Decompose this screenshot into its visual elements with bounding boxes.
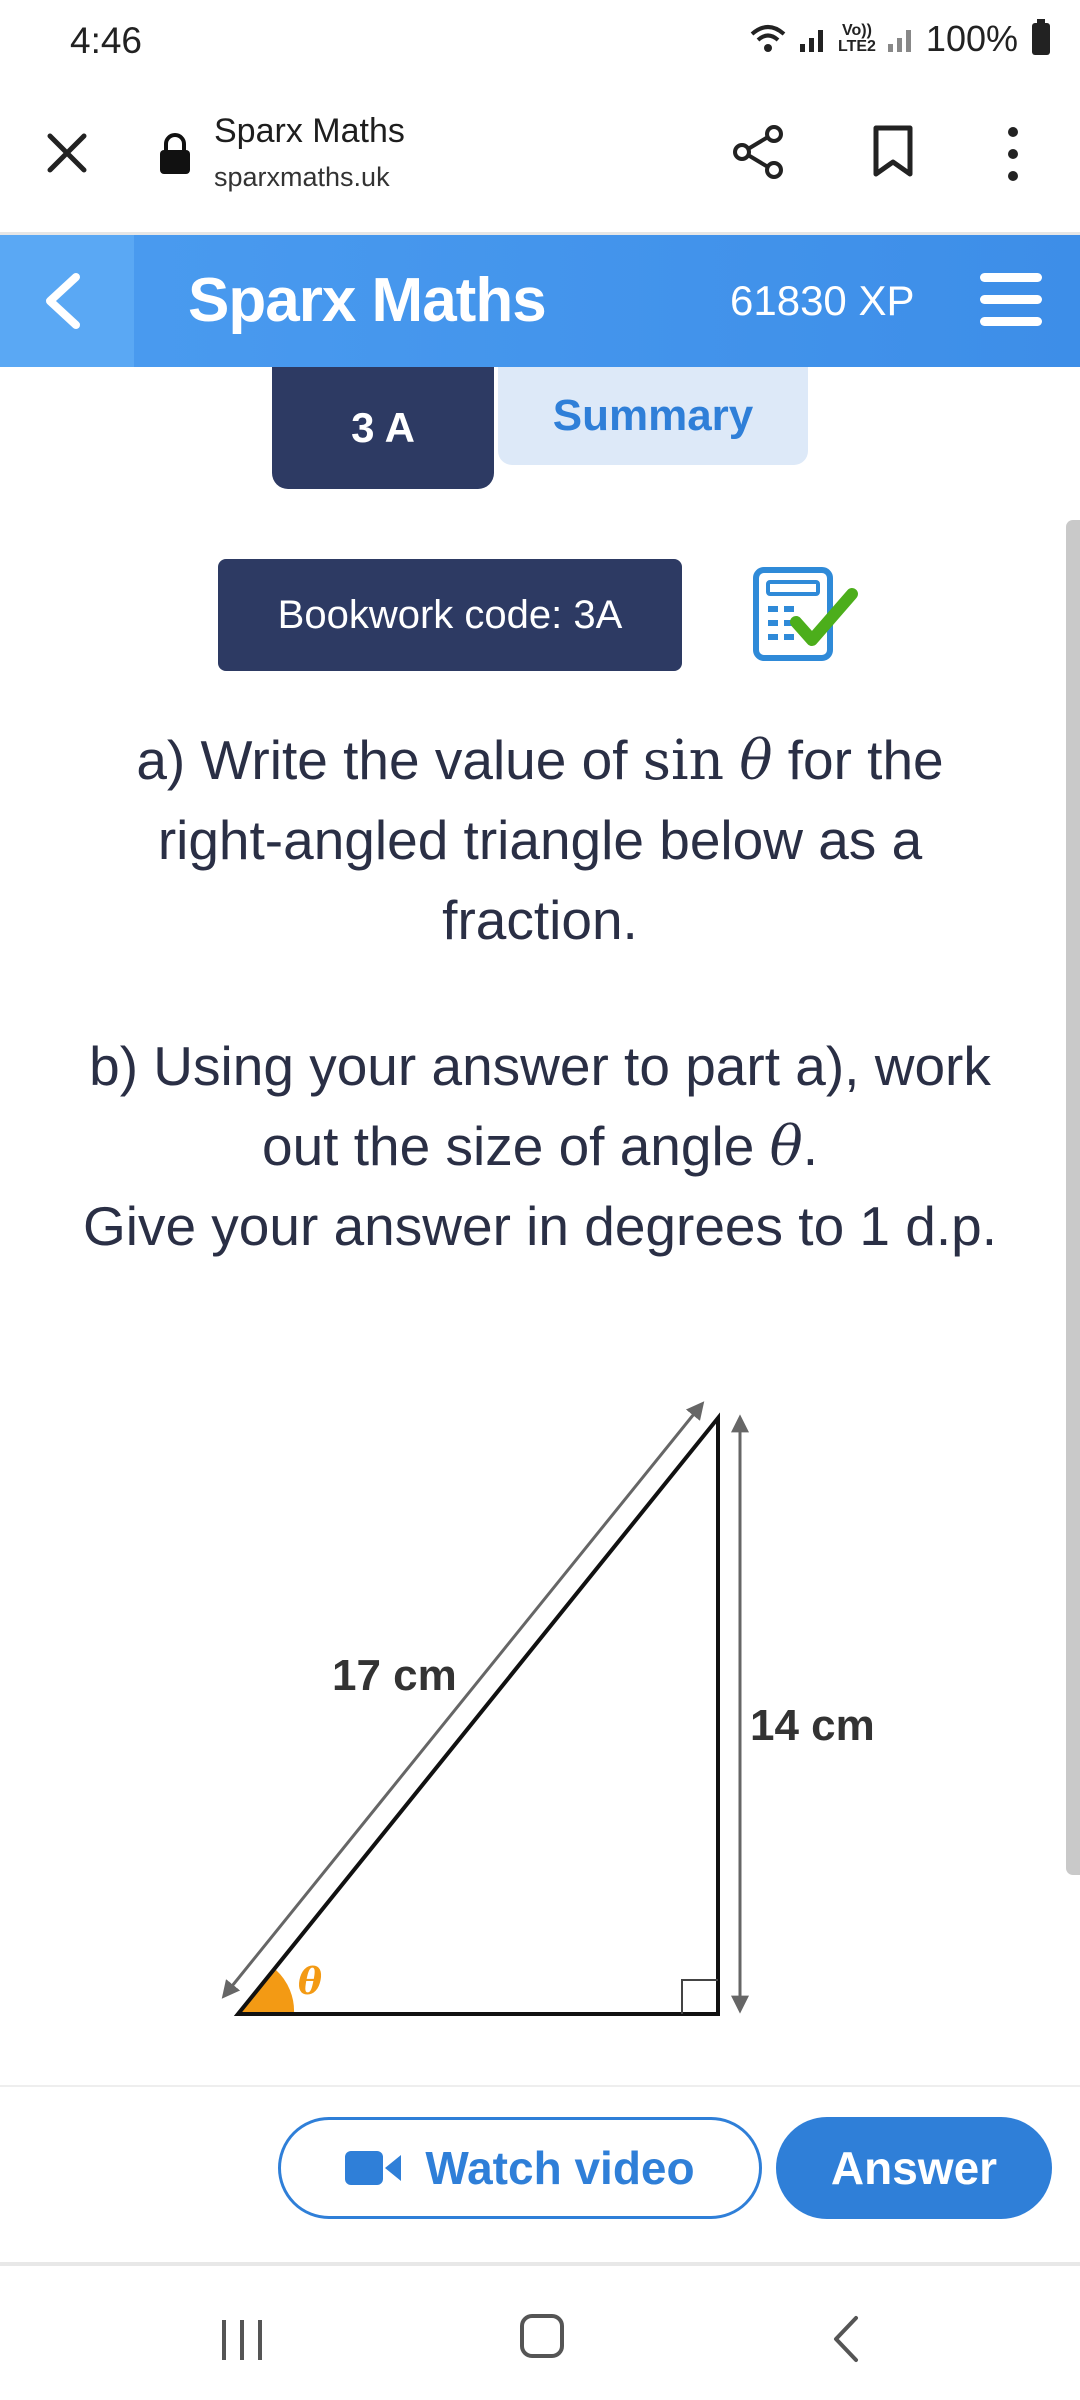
share-icon[interactable] bbox=[730, 122, 786, 182]
video-camera-icon bbox=[345, 2149, 403, 2187]
back-button[interactable] bbox=[0, 235, 134, 367]
question-b-line1: b) Using your answer to part a), work bbox=[89, 1035, 991, 1097]
watch-video-label: Watch video bbox=[425, 2142, 695, 2194]
tab-question-3a[interactable]: 3 A bbox=[272, 367, 494, 489]
height-label: 14 cm bbox=[750, 1701, 875, 1750]
hypotenuse-arrow bbox=[224, 1404, 702, 1996]
battery-percent: 100% bbox=[925, 18, 1018, 59]
question-b-line3: Give your answer in degrees to 1 d.p. bbox=[82, 1195, 998, 1257]
question-a-line1: a) Write the value of sin θ for the bbox=[136, 728, 944, 792]
calculator-allowed-icon bbox=[752, 566, 860, 666]
triangle-diagram bbox=[200, 1390, 900, 2050]
chevron-left-icon bbox=[38, 271, 88, 331]
more-options-icon[interactable] bbox=[998, 124, 1028, 184]
signal-2-icon bbox=[886, 24, 916, 54]
app-header bbox=[0, 235, 1080, 367]
angle-label: θ bbox=[298, 1961, 323, 2003]
app-title: Sparx Maths bbox=[188, 266, 546, 335]
theta-symbol: θ bbox=[739, 728, 773, 792]
close-icon[interactable] bbox=[42, 128, 92, 178]
menu-button[interactable] bbox=[980, 273, 1042, 329]
xp-counter: 61830 XP bbox=[730, 277, 915, 324]
signal-icon bbox=[798, 24, 828, 54]
theta-symbol: θ bbox=[769, 1114, 803, 1178]
sin-symbol: sin bbox=[642, 728, 725, 792]
status-time: 4:46 bbox=[70, 20, 143, 61]
system-nav-bar bbox=[0, 2262, 1080, 2400]
wifi-icon bbox=[748, 22, 788, 56]
bookmark-icon[interactable] bbox=[870, 124, 916, 178]
question-text bbox=[30, 720, 1050, 1266]
watch-video-button[interactable] bbox=[278, 2117, 762, 2219]
divider bbox=[0, 2085, 1080, 2087]
nav-back-icon[interactable] bbox=[826, 2314, 866, 2364]
status-icons bbox=[748, 18, 1050, 60]
lock-icon[interactable] bbox=[158, 132, 192, 176]
bookwork-code: Bookwork code: 3A bbox=[218, 559, 682, 671]
triangle-shape bbox=[238, 1418, 718, 2014]
answer-button[interactable]: Answer bbox=[776, 2117, 1052, 2219]
question-b-line2: out the size of angle θ. bbox=[262, 1114, 818, 1178]
hypotenuse-label: 17 cm bbox=[332, 1651, 457, 1700]
menu-icon-line bbox=[980, 295, 1042, 304]
tab-summary[interactable]: Summary bbox=[498, 367, 808, 465]
status-bar bbox=[0, 0, 1080, 90]
browser-site-title: Sparx Maths bbox=[214, 112, 405, 150]
volte-label: Vo)) LTE2 bbox=[837, 22, 876, 55]
menu-icon-line bbox=[980, 317, 1042, 326]
home-icon[interactable] bbox=[520, 2314, 564, 2358]
recent-apps-icon[interactable] bbox=[218, 2318, 268, 2362]
battery-icon bbox=[1032, 23, 1050, 55]
scrollbar[interactable] bbox=[1066, 520, 1080, 1875]
browser-url[interactable]: sparxmaths.uk bbox=[214, 162, 390, 192]
question-a-line2: right-angled triangle below as a bbox=[157, 809, 923, 871]
right-angle-marker bbox=[682, 1980, 718, 2014]
browser-toolbar bbox=[0, 90, 1080, 235]
menu-icon-line bbox=[980, 273, 1042, 282]
question-a-line3: fraction. bbox=[442, 889, 638, 951]
